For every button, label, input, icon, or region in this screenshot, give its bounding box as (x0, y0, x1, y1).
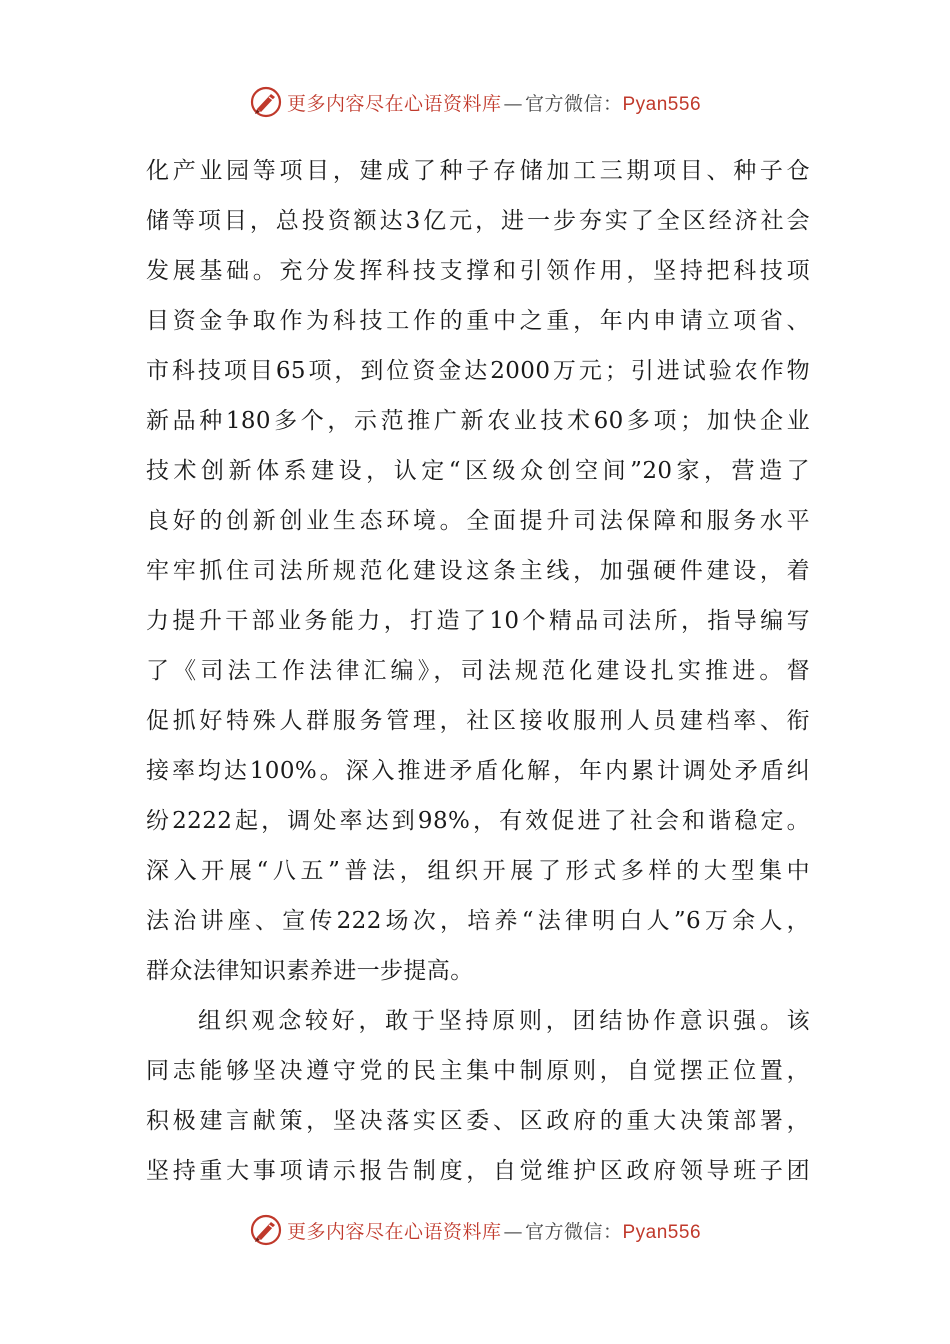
banner-text (287, 1217, 701, 1244)
banner-contact-label: 官方微信： (524, 1220, 623, 1243)
paragraph-line: 力提升干部业务能力，打造了10个精品司法所，指导编写 (146, 608, 810, 634)
pen-logo-icon (249, 1213, 283, 1247)
paragraph-line: 纷2222起，调处率达到98%，有效促进了社会和谐稳定。 (146, 808, 810, 834)
paragraph-line: 深入开展“八五”普法，组织开展了形式多样的大型集中 (146, 858, 810, 884)
pen-logo-icon (249, 85, 283, 119)
paragraph-line: 坚持重大事项请示报告制度，自觉维护区政府领导班子团 (146, 1158, 810, 1184)
paragraph (146, 146, 810, 996)
paragraph-line: 群众法律知识素养进一步提高。 (146, 958, 474, 984)
paragraph-line: 技术创新体系建设，认定“区级众创空间”20家，营造了 (146, 458, 810, 484)
paragraph-line: 化产业园等项目，建成了种子存储加工三期项目、种子仓 (146, 158, 810, 184)
paragraph-line: 发展基础。充分发挥科技支撑和引领作用，坚持把科技项 (146, 258, 810, 284)
paragraph-line: 接率均达100%。深入推进矛盾化解，年内累计调处矛盾纠 (146, 758, 810, 784)
paragraph-line: 组织观念较好，敢于坚持原则，团结协作意识强。该 (198, 1008, 810, 1034)
paragraph-line: 牢牢抓住司法所规范化建设这条主线，加强硬件建设，着 (146, 558, 810, 584)
banner-contact-id: Pyan556 (622, 93, 702, 115)
paragraph-line: 法治讲座、宣传222场次，培养“法律明白人”6万余人， (146, 908, 810, 934)
banner-separator: — (503, 1220, 523, 1243)
paragraph-line: 目资金争取作为科技工作的重中之重，年内申请立项省、 (146, 308, 810, 334)
paragraph-line: 了《司法工作法律汇编》，司法规范化建设扎实推进。督 (146, 658, 810, 684)
banner-slogan: 更多内容尽在心语资料库 (286, 1220, 502, 1243)
paragraph-line: 新品种180多个，示范推广新农业技术60多项；加快企业 (146, 408, 810, 434)
paragraph-line: 良好的创新创业生态环境。全面提升司法保障和服务水平 (146, 508, 810, 534)
banner-contact-label: 官方微信： (524, 92, 623, 115)
banner-contact-id: Pyan556 (622, 1221, 702, 1243)
document-body (146, 146, 810, 1196)
paragraph-line: 积极建言献策，坚决落实区委、区政府的重大决策部署， (146, 1108, 810, 1134)
paragraph (146, 996, 810, 1196)
banner-separator: — (503, 92, 523, 115)
paragraph-line: 市科技项目65项，到位资金达2000万元；引进试验农作物 (146, 358, 810, 384)
banner-text (287, 89, 701, 116)
footer-banner (0, 1210, 950, 1250)
header-banner (0, 82, 950, 122)
paragraph-line: 促抓好特殊人群服务管理，社区接收服刑人员建档率、衔 (146, 708, 810, 734)
banner-slogan: 更多内容尽在心语资料库 (286, 92, 502, 115)
paragraph-line: 同志能够坚决遵守党的民主集中制原则，自觉摆正位置， (146, 1058, 810, 1084)
paragraph-line: 储等项目，总投资额达3亿元，进一步夯实了全区经济社会 (146, 208, 810, 234)
